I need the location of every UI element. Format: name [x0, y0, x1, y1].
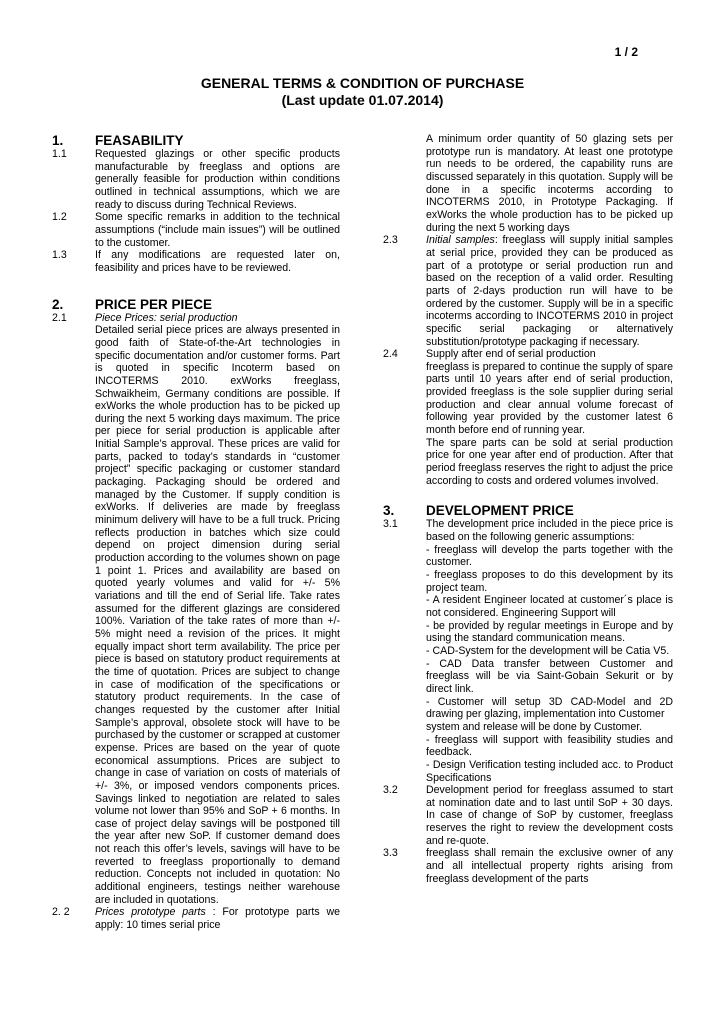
section-number: 3. — [383, 503, 395, 519]
clause-line: - be provided by regular meetings in Europe and by using the standard communication means. — [426, 619, 673, 645]
clause-number: 3.1 — [383, 518, 398, 531]
clause-line: - CAD Data transfer between Customer and freeglass will be via Saint-Gobain Sekurit or by direct link. — [426, 657, 673, 695]
title-line-1: GENERAL TERMS & CONDITION OF PURCHASE — [200, 75, 525, 91]
clause-text: Development period for freeglass assumed to start at nomination date and to last until SoP + 30 days. In case of change of SoP by customer, freeglass reserves the right to review the development costs and re-quote. — [426, 784, 673, 847]
clause-line: - freeglass will support with feasibility studies and feedback. — [426, 733, 673, 759]
section-number: 1. — [52, 133, 64, 148]
clause-number: 1.2 — [52, 211, 67, 224]
clause-2-2 — [52, 906, 340, 931]
clause-heading: Supply after end of serial production — [426, 348, 596, 361]
clause-text: freeglass shall remain the exclusive owner of any and all intellectual property rights arising from freeglass development of the parts — [426, 847, 673, 885]
clause-heading: Initial samples — [426, 234, 495, 247]
clause-2-3 — [383, 234, 673, 348]
clause-3-3 — [383, 847, 673, 885]
section-2-heading — [52, 297, 340, 312]
clause-number: 3.2 — [383, 784, 398, 797]
clause-number: 3.3 — [383, 847, 398, 860]
clause-2-1-body: Detailed serial piece prices are always presented in good faith of State-of-the-Art technologies in specific documentation and/or customer forms. Part is quoted in specific Incoterm based on INCOTERMS 2010. exWorks freeglass, Schwaikheim, Germany conditions are possible. If exWorks the whole production has to be picked up during the next 5 working days maximum. The price per piece for serial production is applicable after Initial Sample’s approval. These prices are valid for parts, packed to today’s standards in “customer project” specific packaging or customer standard packaging. Packaging should be ordered and managed by the Customer. If supply condition is exWorks. If deliveries are made by freeglass minimum delivery will have to be a full truck. Pricing reflects production in batches which size could depend on project dimension during serial production according to the volumes shown on page 1 point 1. Prices and availability are based on quoted yearly volumes and valid for +/- 5% variations and till the end of Serial life. Take rates assumed for the different glazings are considered 100%. Variation of the take rates of more than +/- 5% might need a revision of the prices. It might equally impact short term availability. The price per piece is based on statutory product requirements at the time of quotation. Prices are subject to change in case of modification of the specifications or statutory product requirements. In the case of changes requested by the customer after Initial Sample’s approval, obsolete stock will have to be purchased by the customer or scrapped at customer expense. Prices are based on the year of quote economical assumptions. Prices are subject to change in case of variation on costs of materials of +/- 3%, or imposed vendors components prices. Savings linked to negotiation are related to sales volume not lower than 95% and SoP + 6 months. In case of project delay savings will be postponed till the year after new SoP. If customer demand does not reach this offer’s levels, savings will have to be reverted to freeglass proportionally to demand reduction. Concepts not included in quotation: No additional engineers, testings neither warehouse are included in quotations. — [95, 324, 340, 906]
clause-line: - A resident Engineer located at customer´s place is not considered. Engineering Support will — [426, 594, 673, 619]
clause-2-4-paragraph-1: freeglass is prepared to continue the supply of spare parts until 10 years after end of serial production, provided freeglass is the sole supplier during serial production and clear annual volume forecast of following year provided by the customer latest 6 month before end of running year. — [426, 360, 673, 437]
document-title — [0, 75, 725, 109]
section-title: DEVELOPMENT PRICE — [426, 503, 574, 519]
right-column — [383, 133, 673, 885]
clause-heading: Prices prototype parts — [95, 906, 206, 919]
clause-text: : For prototype parts we apply: 10 times serial price — [95, 906, 340, 932]
clause-line: - Design Verification testing included acc. to Product Specifications — [426, 758, 673, 784]
clause-number: 1.3 — [52, 249, 67, 262]
clause-1-1 — [52, 148, 340, 211]
clause-1-2 — [52, 211, 340, 249]
section-number: 2. — [52, 296, 64, 312]
clause-text: Requested glazings or other specific products manufacturable by freeglass and options are generally feasible for production within conditions outlined in technical assumptions, which we are ready to discuss during Technical Reviews. — [95, 148, 340, 211]
clause-number: 2.4 — [383, 348, 398, 361]
clause-line: - Customer will setup 3D CAD-Model and 2D drawing per glazing, implementation into Customer — [426, 695, 673, 721]
clause-line: - freeglass will develop the parts together with the customer. — [426, 543, 673, 569]
clause-heading: Piece Prices: serial production — [95, 311, 238, 324]
clause-2-4-paragraph-2: The spare parts can be sold at serial production price for one year after end of production. After that period freeglass reserves the right to adjust the price according to costs and ordered volumes involved. — [426, 436, 673, 487]
clause-3-1 — [383, 518, 673, 543]
clause-line: - CAD-System for the development will be Catia V5. — [426, 644, 670, 657]
left-column — [52, 133, 340, 932]
clause-3-2 — [383, 784, 673, 847]
clause-text: If any modifications are requested later on, feasibility and prices have to be reviewed. — [95, 249, 340, 274]
clause-line: system and release will be done by Customer. — [426, 720, 643, 733]
section-3-heading — [383, 503, 673, 518]
clause-number: 2.3 — [383, 234, 398, 247]
section-1-heading — [52, 133, 340, 148]
clause-1-3 — [52, 249, 340, 274]
clause-number: 2. 2 — [52, 906, 70, 919]
clause-2-4 — [383, 348, 673, 361]
clause-text: Some specific remarks in addition to the technical assumptions (“include main issues”) will be outlined to the customer. — [95, 211, 340, 249]
clause-line: - freeglass proposes to do this development by its project team. — [426, 569, 673, 594]
clause-text: : freeglass will supply initial samples at serial price, provided they can be produced as part of a prototype or serial production run and based on the reception of a valid order. Resulting parts of 2-days production run will have to be ordered by the customer. Supply will be in a specific incoterms according to INCOTERMS 2010 in project specific serial packaging or alternatively substitution/prototype packaging if necessary. — [426, 234, 673, 348]
clause-2-1 — [52, 312, 340, 325]
section-title: FEASABILITY — [95, 133, 184, 148]
clause-number: 1.1 — [52, 148, 67, 160]
title-line-2: (Last update 01.07.2014) — [281, 92, 444, 108]
clause-number: 2.1 — [52, 311, 67, 324]
clause-2-2-continued: A minimum order quantity of 50 glazing sets per prototype run is mandatory. At least one prototype run needs to be ordered, the capability runs are discussed separately in this quotation. Supply will be done in a specific incoterms according to INCOTERMS 2010, in Prototype Packaging. If exWorks the whole production has to be picked up during the next 5 working days — [426, 133, 673, 234]
page-number: 1 / 2 — [614, 45, 638, 59]
section-title: PRICE PER PIECE — [95, 296, 213, 312]
clause-line: The development price included in the piece price is based on the following generic assumptions: — [426, 518, 673, 544]
